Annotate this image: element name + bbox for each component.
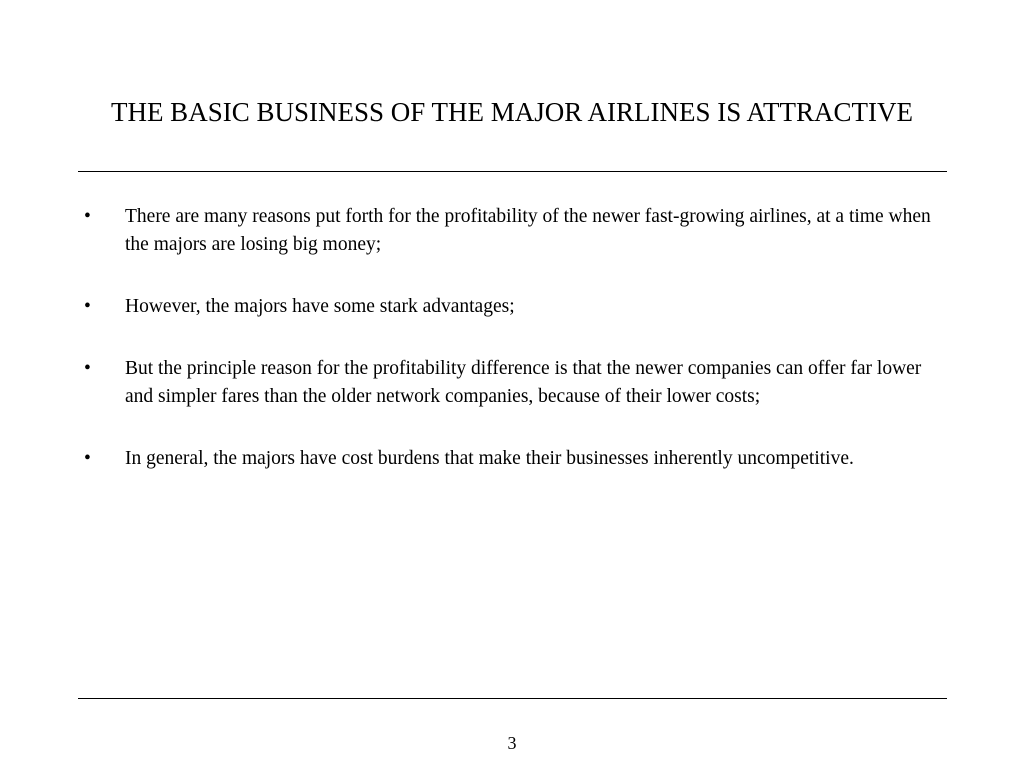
- bullet-text: However, the majors have some stark advantages;: [125, 296, 515, 317]
- bullet-point-icon: •: [84, 296, 91, 317]
- bullet-item: [84, 355, 934, 411]
- bullet-item: [84, 445, 934, 473]
- footer-divider: [78, 698, 947, 699]
- bullet-list: [84, 203, 934, 507]
- bullet-text: In general, the majors have cost burdens that make their businesses inherently uncompetitive.: [125, 448, 854, 469]
- bullet-item: [84, 203, 934, 259]
- title-divider: [78, 171, 947, 172]
- slide-title: THE BASIC BUSINESS OF THE MAJOR AIRLINES IS ATTRACTIVE: [110, 97, 914, 127]
- bullet-point-icon: •: [84, 448, 91, 469]
- bullet-item: [84, 293, 934, 321]
- page-number: 3: [507, 733, 517, 753]
- bullet-text: But the principle reason for the profitability difference is that the newer companies can offer far lower and simpler fares than the older network companies, because of their lower costs;: [125, 358, 922, 407]
- bullet-point-icon: •: [84, 358, 91, 379]
- bullet-point-icon: •: [84, 206, 91, 227]
- bullet-text: There are many reasons put forth for the profitability of the newer fast-growing airlines, at a time when the majors are losing big money;: [125, 206, 931, 255]
